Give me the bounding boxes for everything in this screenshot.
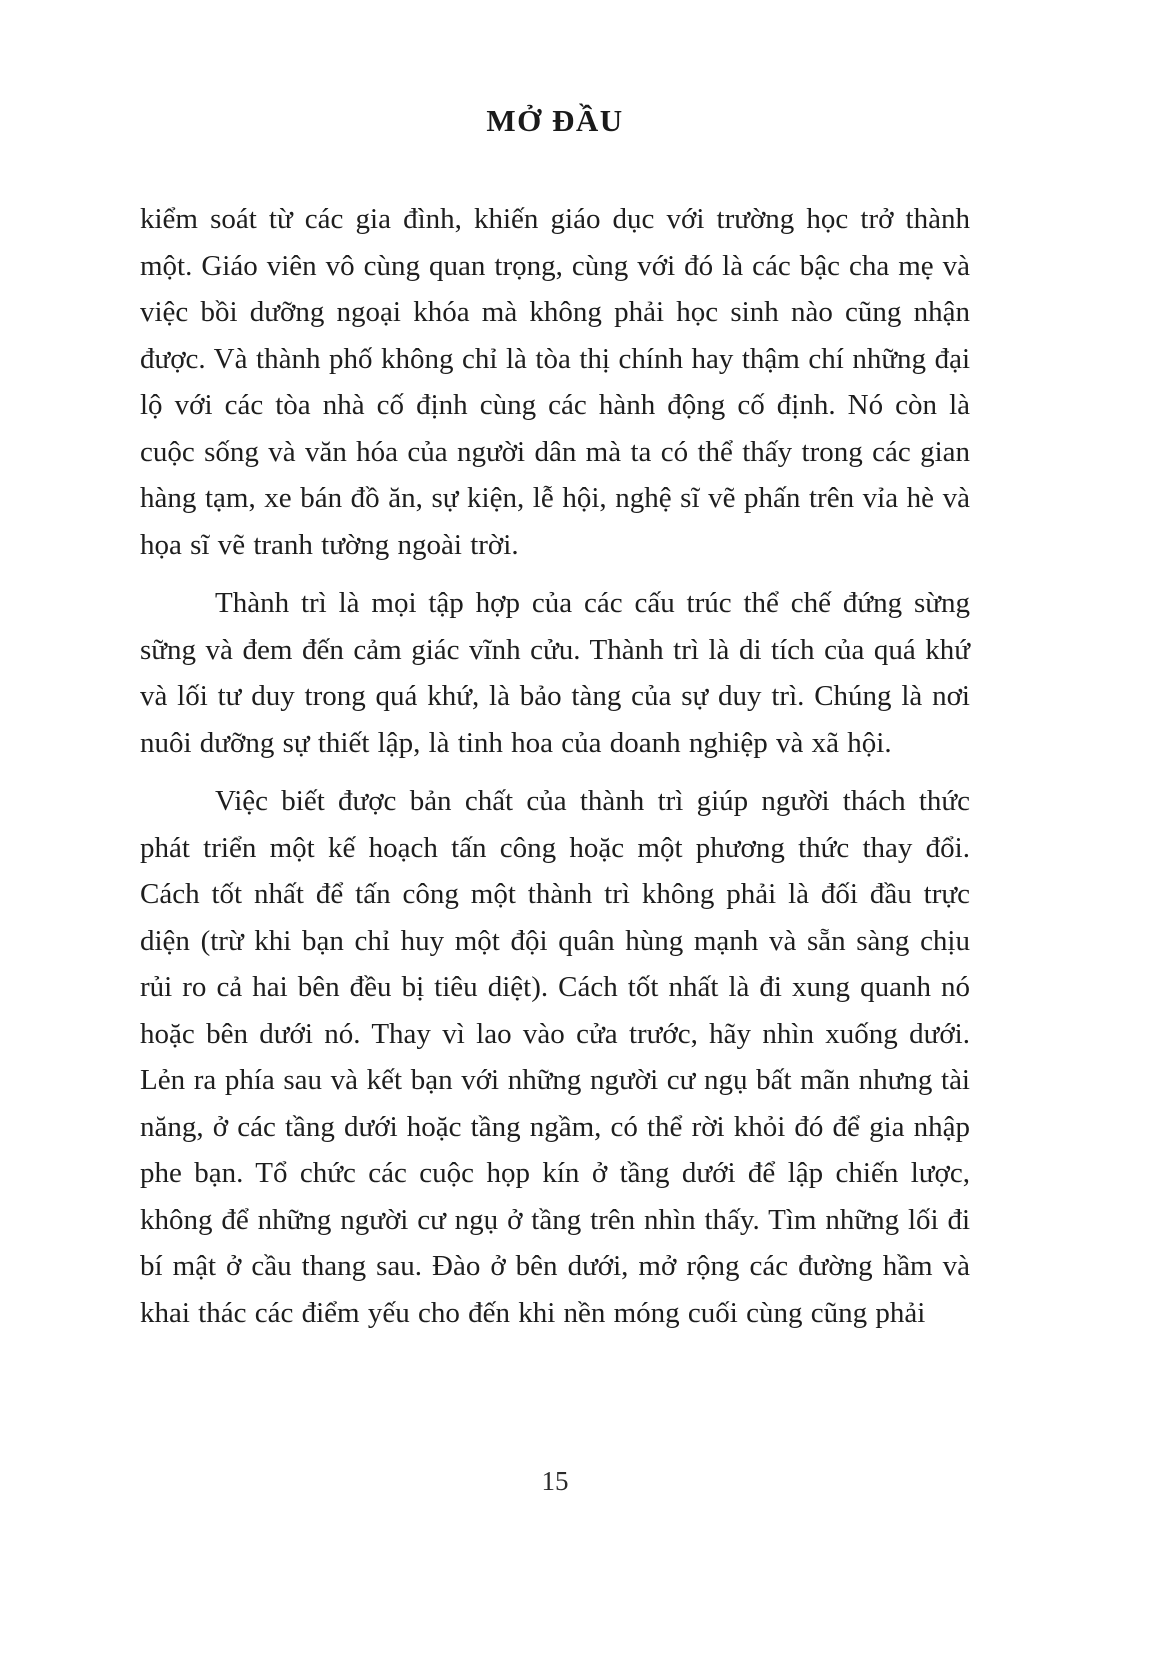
paragraph: Việc biết được bản chất của thành trì giúp người thách thức phát triển một kế hoạch tấn công hoặc một phương thức thay đổi. Cách tốt nhất để tấn công một thành trì không phải là đối đầu trực diện (trừ khi bạn chỉ huy một đội quân hùng mạnh và sẵn sàng chịu rủi ro cả hai bên đều bị tiêu diệt). Cách tốt nhất là đi xung quanh nó hoặc bên dưới nó. Thay vì lao vào cửa trước, hãy nhìn xuống dưới. Lẻn ra phía sau và kết bạn với những người cư ngụ bất mãn nhưng tài năng, ở các tầng dưới hoặc tầng ngầm, có thể rời khỏi đó để gia nhập phe bạn. Tổ chức các cuộc họp kín ở tầng dưới để lập chiến lược, không để những người cư ngụ ở tầng trên nhìn thấy. Tìm những lối đi bí mật ở cầu thang sau. Đào ở bên dưới, mở rộng các đường hầm và khai thác các điểm yếu cho đến khi nền móng cuối cùng cũng phải — [140, 785, 970, 1329]
chapter-title: MỞ ĐẦU — [486, 103, 624, 138]
body-text — [140, 196, 970, 1348]
page-number: 15 — [541, 1466, 569, 1496]
paragraph: kiểm soát từ các gia đình, khiến giáo dục với trường học trở thành một. Giáo viên vô cùng quan trọng, cùng với đó là các bậc cha mẹ và việc bồi dưỡng ngoại khóa mà không phải học sinh nào cũng nhận được. Và thành phố không chỉ là tòa thị chính hay thậm chí những đại lộ với các tòa nhà cố định cùng các hành động cố định. Nó còn là cuộc sống và văn hóa của người dân mà ta có thể thấy trong các gian hàng tạm, xe bán đồ ăn, sự kiện, lễ hội, nghệ sĩ vẽ phấn trên vỉa hè và họa sĩ vẽ tranh tường ngoài trời. — [140, 203, 970, 561]
paragraph: Thành trì là mọi tập hợp của các cấu trúc thể chế đứng sừng sững và đem đến cảm giác vĩnh cửu. Thành trì là di tích của quá khứ và lối tư duy trong quá khứ, là bảo tàng của sự duy trì. Chúng là nơi nuôi dưỡng sự thiết lập, là tinh hoa của doanh nghiệp và xã hội. — [140, 587, 970, 759]
